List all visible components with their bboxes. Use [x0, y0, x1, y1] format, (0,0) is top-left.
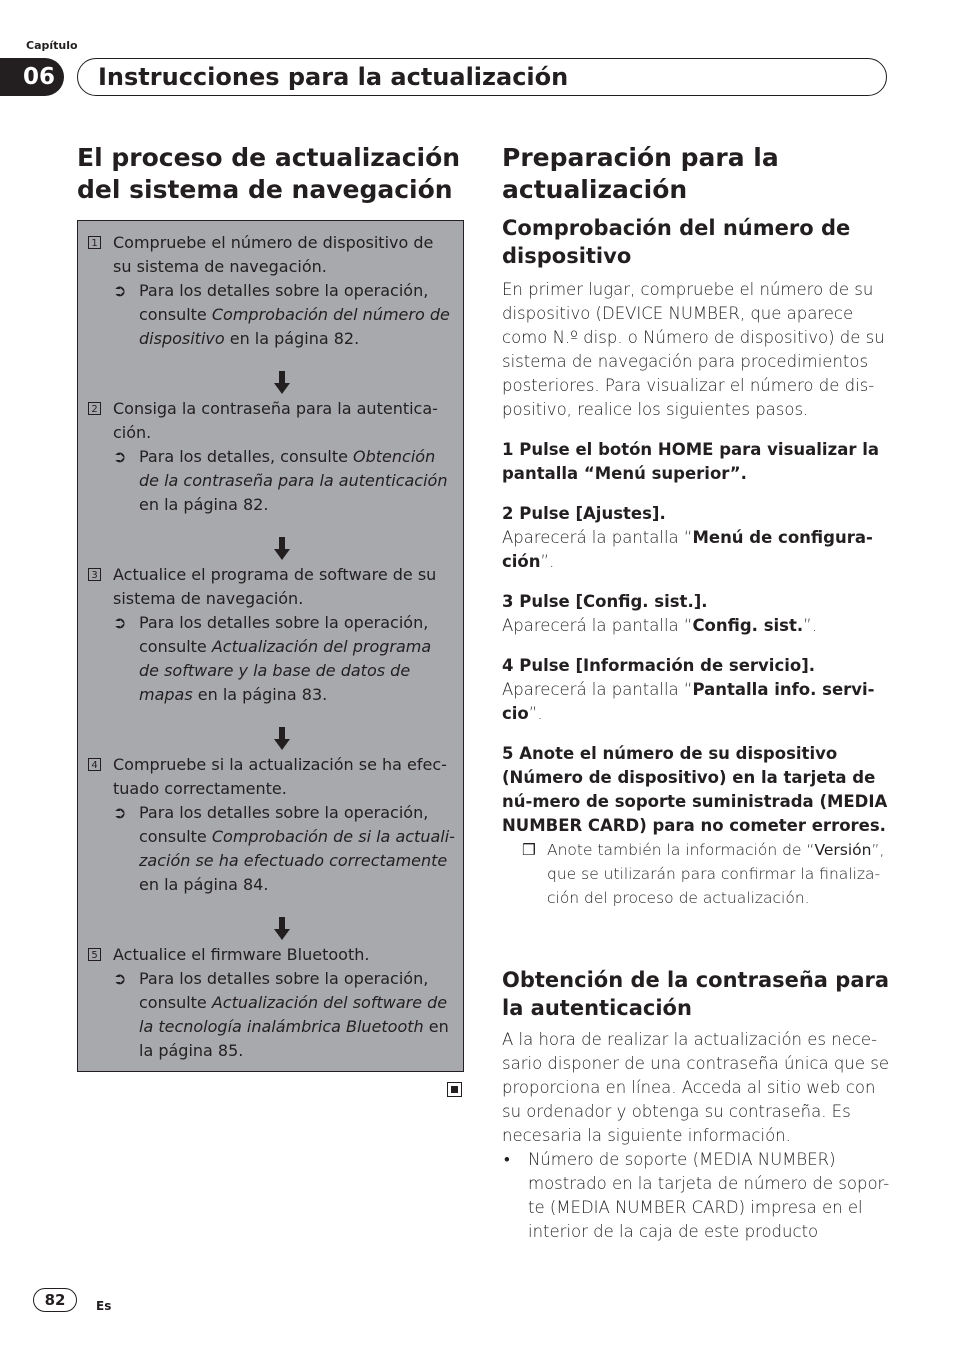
right-section-title [502, 142, 892, 206]
arrow-right-icon: ➲ [113, 969, 127, 988]
flow-step [88, 943, 456, 1063]
down-arrow-icon [272, 727, 292, 751]
step-number: 4 [88, 758, 101, 771]
cross-reference-link: Obtención de la contraseña para la autenticación [139, 447, 448, 490]
password-section [502, 966, 892, 1244]
step-number: 5 [88, 948, 101, 961]
instruction-2 [502, 502, 892, 574]
instruction-text: 4 Pulse [Información de servicio]. [502, 656, 816, 675]
arrow-right-icon: ➲ [113, 613, 127, 632]
step-text: Actualice el firmware Bluetooth. [113, 945, 370, 964]
right-title-line1: Preparación para la [502, 143, 779, 172]
chapter-label: Capítulo [26, 39, 78, 52]
step-note: ➲ Para los detalles sobre la operación, consulte Actualización del programa de software y la base de datos de mapas en la página 83. [113, 613, 432, 704]
language-code: Es [96, 1299, 112, 1313]
step-number: 3 [88, 568, 101, 581]
instruction-4 [502, 654, 892, 726]
instruction-result: Aparecerá la pantalla “Menú de configura-ción”. [502, 528, 873, 571]
device-number-section [502, 214, 892, 910]
instruction-3 [502, 590, 892, 638]
end-mark-square-icon [451, 1086, 458, 1093]
step-text: Actualice el programa de software de su sistema de navegación. [113, 565, 437, 608]
list-item: • Número de soporte (MEDIA NUMBER) mostrado en la tarjeta de número de sopor-te (MEDIA NUMBER CARD) impresa en el interior de la caja de este producto [504, 1150, 890, 1241]
step-note: ➲ Para los detalles sobre la operación, consulte Actualización del software de la tecnología inalámbrica Bluetooth en la página 85. [113, 969, 449, 1060]
step-note: ➲ Para los detalles sobre la operación, consulte Comprobación del número de dispositivo en la página 82. [113, 281, 450, 348]
cross-reference-link: Comprobación de si la actuali-zación se ha efectuado correctamente [139, 827, 455, 870]
flow-step [88, 563, 456, 707]
chapter-number-badge: 06 [0, 58, 64, 96]
chapter-title: Instrucciones para la actualización [77, 58, 887, 96]
subheading-device-number: Comprobación del número de dispositivo [502, 216, 851, 268]
intro-paragraph: En primer lugar, compruebe el número de su dispositivo (DEVICE NUMBER, que aparece como N.º disp. o Número de dispositivo) de su sistema de navegación para procedimientos posteriores. Para visualizar el número de dis-positivo, realice los siguientes pasos. [502, 280, 885, 419]
version-note: ❒ Anote también la información de “Versión”, que se utilizarán para confirmar la finaliza-ción del proceso de actualización. [502, 838, 892, 910]
cross-reference-link: Actualización del programa de software y la base de datos de mapas [139, 637, 432, 704]
left-title-line2: del sistema de navegación [77, 175, 453, 204]
step-note: ➲ Para los detalles, consulte Obtención de la contraseña para la autenticación en la página 82. [113, 447, 448, 514]
instruction-text: 2 Pulse [Ajustes]. [502, 504, 666, 523]
instruction-5 [502, 742, 892, 910]
step-number: 2 [88, 402, 101, 415]
instruction-1 [502, 438, 892, 486]
step-text: Compruebe el número de dispositivo de su sistema de navegación. [113, 233, 434, 276]
flow-step [88, 753, 456, 897]
flow-step [88, 231, 456, 351]
arrow-right-icon: ➲ [113, 447, 127, 466]
section-end-mark [447, 1082, 462, 1097]
cross-reference-link: Comprobación del número de dispositivo [139, 305, 450, 348]
instruction-text: 3 Pulse [Config. sist.]. [502, 592, 708, 611]
cross-reference-link: Actualización del software de la tecnología inalámbrica Bluetooth [139, 993, 448, 1036]
down-arrow-icon [272, 537, 292, 561]
page-number: 82 [33, 1288, 77, 1312]
left-section-title [77, 142, 467, 206]
arrow-right-icon: ➲ [113, 281, 127, 300]
password-paragraph: A la hora de realizar la actualización es nece-sario disponer de una contraseña única que se proporciona en línea. Acceda al sitio web con su ordenador y obtenga su contraseña. Es necesaria la siguiente información. [502, 1030, 889, 1145]
down-arrow-icon [272, 917, 292, 941]
step-text: Consiga la contraseña para la autentica-ción. [113, 399, 438, 442]
checkbox-icon: ❒ [522, 841, 536, 859]
instruction-result: Aparecerá la pantalla “Config. sist.”. [502, 616, 817, 635]
down-arrow-icon [272, 371, 292, 395]
subheading-password: Obtención de la contraseña para la autenticación [502, 968, 890, 1020]
step-note: ➲ Para los detalles sobre la operación, consulte Comprobación de si la actuali-zación se ha efectuado correctamente en la página 84. [113, 803, 455, 894]
left-title-line1: El proceso de actualización [77, 143, 461, 172]
process-flow-box [77, 220, 464, 1072]
flow-step [88, 397, 456, 517]
instruction-text: 1 Pulse el botón HOME para visualizar la pantalla “Menú superior”. [502, 440, 879, 483]
instruction-result: Aparecerá la pantalla “Pantalla info. servi-cio”. [502, 680, 875, 723]
arrow-right-icon: ➲ [113, 803, 127, 822]
bullet-icon: • [504, 1150, 510, 1169]
right-title-line2: actualización [502, 175, 688, 204]
step-text: Compruebe si la actualización se ha efec-tuado correctamente. [113, 755, 447, 798]
instruction-text: 5 Anote el número de su dispositivo (Número de dispositivo) en la tarjeta de nú-mero de soporte suministrada (MEDIA NUMBER CARD) para no cometer errores. [502, 744, 888, 835]
step-number: 1 [88, 236, 101, 249]
